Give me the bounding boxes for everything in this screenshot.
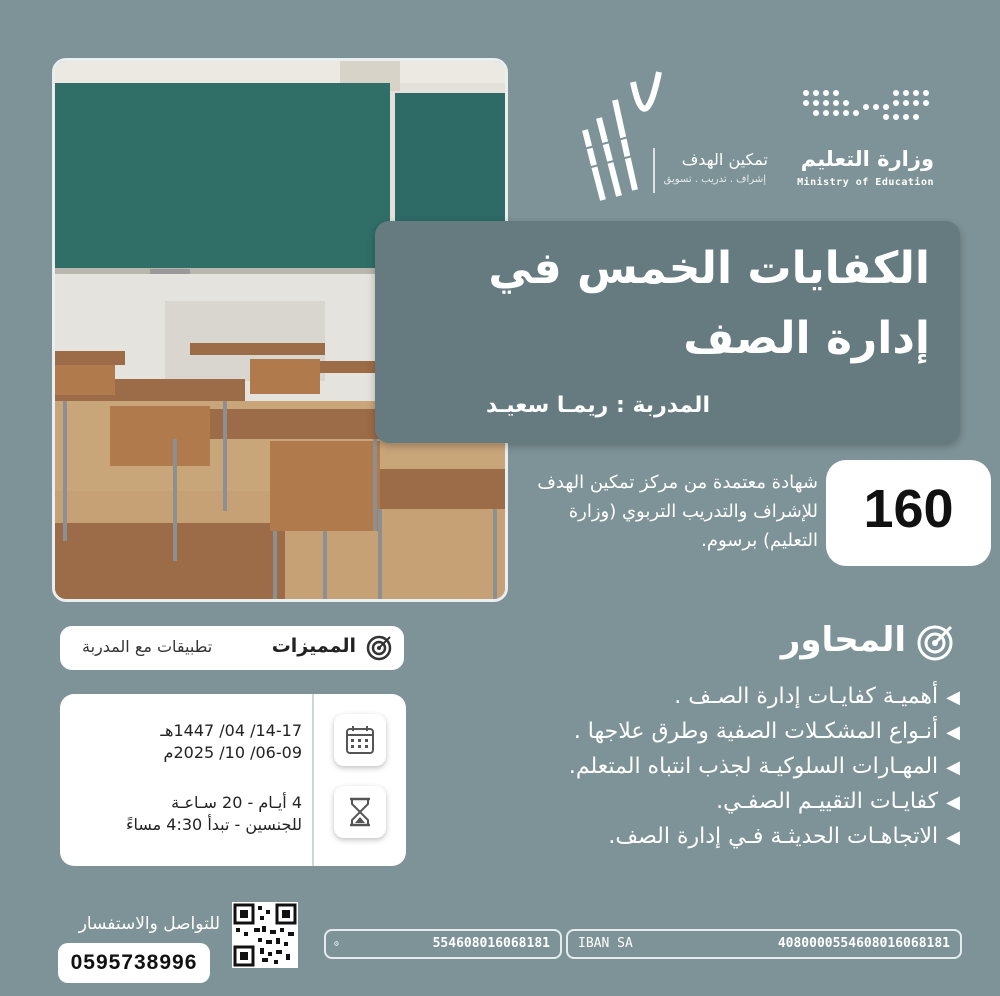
bank-emblem-icon: ⚙: [334, 939, 339, 948]
features-title: المميزات: [271, 635, 356, 657]
trainer-name: المدربة : ريمـا سعيـد: [485, 393, 710, 418]
logo-divider: [653, 148, 655, 193]
axis-item: ◀أهميـة كفايـات إدارة الصـف .: [400, 680, 960, 715]
schedule-card: [60, 694, 406, 866]
center-name: تمكين الهدف: [681, 150, 768, 169]
certificate-text: شهادة معتمدة من مركز تمكين الهدف للإشراف والتدريب التربوي (وزارة التعليم) برسوم.: [537, 472, 818, 551]
axis-item: ◀الاتجاهـات الحديثـة فـي إدارة الصف.: [400, 820, 960, 855]
ministry-name-ar: وزارة التعليم: [800, 147, 934, 171]
iban-number: 4080000554608016068181: [777, 936, 950, 951]
ministry-dots-icon: [798, 85, 938, 125]
axis-item: ◀كفايـات التقييـم الصفـي.: [400, 785, 960, 820]
iban-pill: [566, 929, 962, 959]
arrow-left-icon: ◀: [946, 757, 960, 778]
phone-number[interactable]: 0595738996: [58, 943, 210, 983]
center-tagline: إشراف . تدريب . تسويق: [663, 174, 766, 185]
price-badge: [826, 460, 991, 566]
target-icon: [366, 635, 392, 661]
account-number-pill: [324, 929, 562, 959]
course-title-box: [375, 221, 960, 443]
axis-item: ◀المهـارات السلوكيـة لجذب انتباه المتعلم.: [400, 750, 960, 785]
course-title-line1: الكفايات الخمس في: [488, 243, 930, 294]
duration-text: 4 أيـام - 20 سـاعـة: [171, 793, 302, 812]
arrow-left-icon: ◀: [946, 827, 960, 848]
ministry-name-en: Ministry of Education: [797, 177, 934, 188]
ministry-logo: [790, 85, 940, 195]
center-emblem-icon: [575, 70, 665, 205]
center-logo: [575, 70, 790, 205]
date-gregorian: 06-09/ 10/ 2025م: [163, 743, 302, 762]
axis-item: ◀أنـواع المشكـلات الصفية وطرق علاجها .: [400, 715, 960, 750]
target-icon: [916, 624, 954, 662]
iban-label: IBAN SA: [578, 936, 633, 951]
features-text: تطبيقات مع المدربة: [82, 637, 213, 656]
arrow-left-icon: ◀: [946, 792, 960, 813]
price-value: 160: [863, 479, 954, 539]
account-number: 554608016068181: [432, 936, 550, 951]
qr-code-icon[interactable]: [232, 902, 298, 968]
calendar-icon: [334, 714, 386, 766]
audience-time-text: للجنسين - تبدأ 4:30 مساءً: [125, 815, 302, 834]
axes-list: [400, 680, 960, 855]
hourglass-icon: [334, 786, 386, 838]
schedule-icons-column: [312, 694, 406, 866]
date-hijri: 14-17/ 04/ 1447هـ: [160, 721, 302, 740]
arrow-left-icon: ◀: [946, 722, 960, 743]
features-pill: [60, 626, 404, 670]
arrow-left-icon: ◀: [946, 687, 960, 708]
axes-heading: المحاور: [780, 620, 906, 660]
contact-label: للتواصل والاستفسار: [78, 914, 220, 934]
course-title-line2: إدارة الصف: [683, 313, 930, 364]
